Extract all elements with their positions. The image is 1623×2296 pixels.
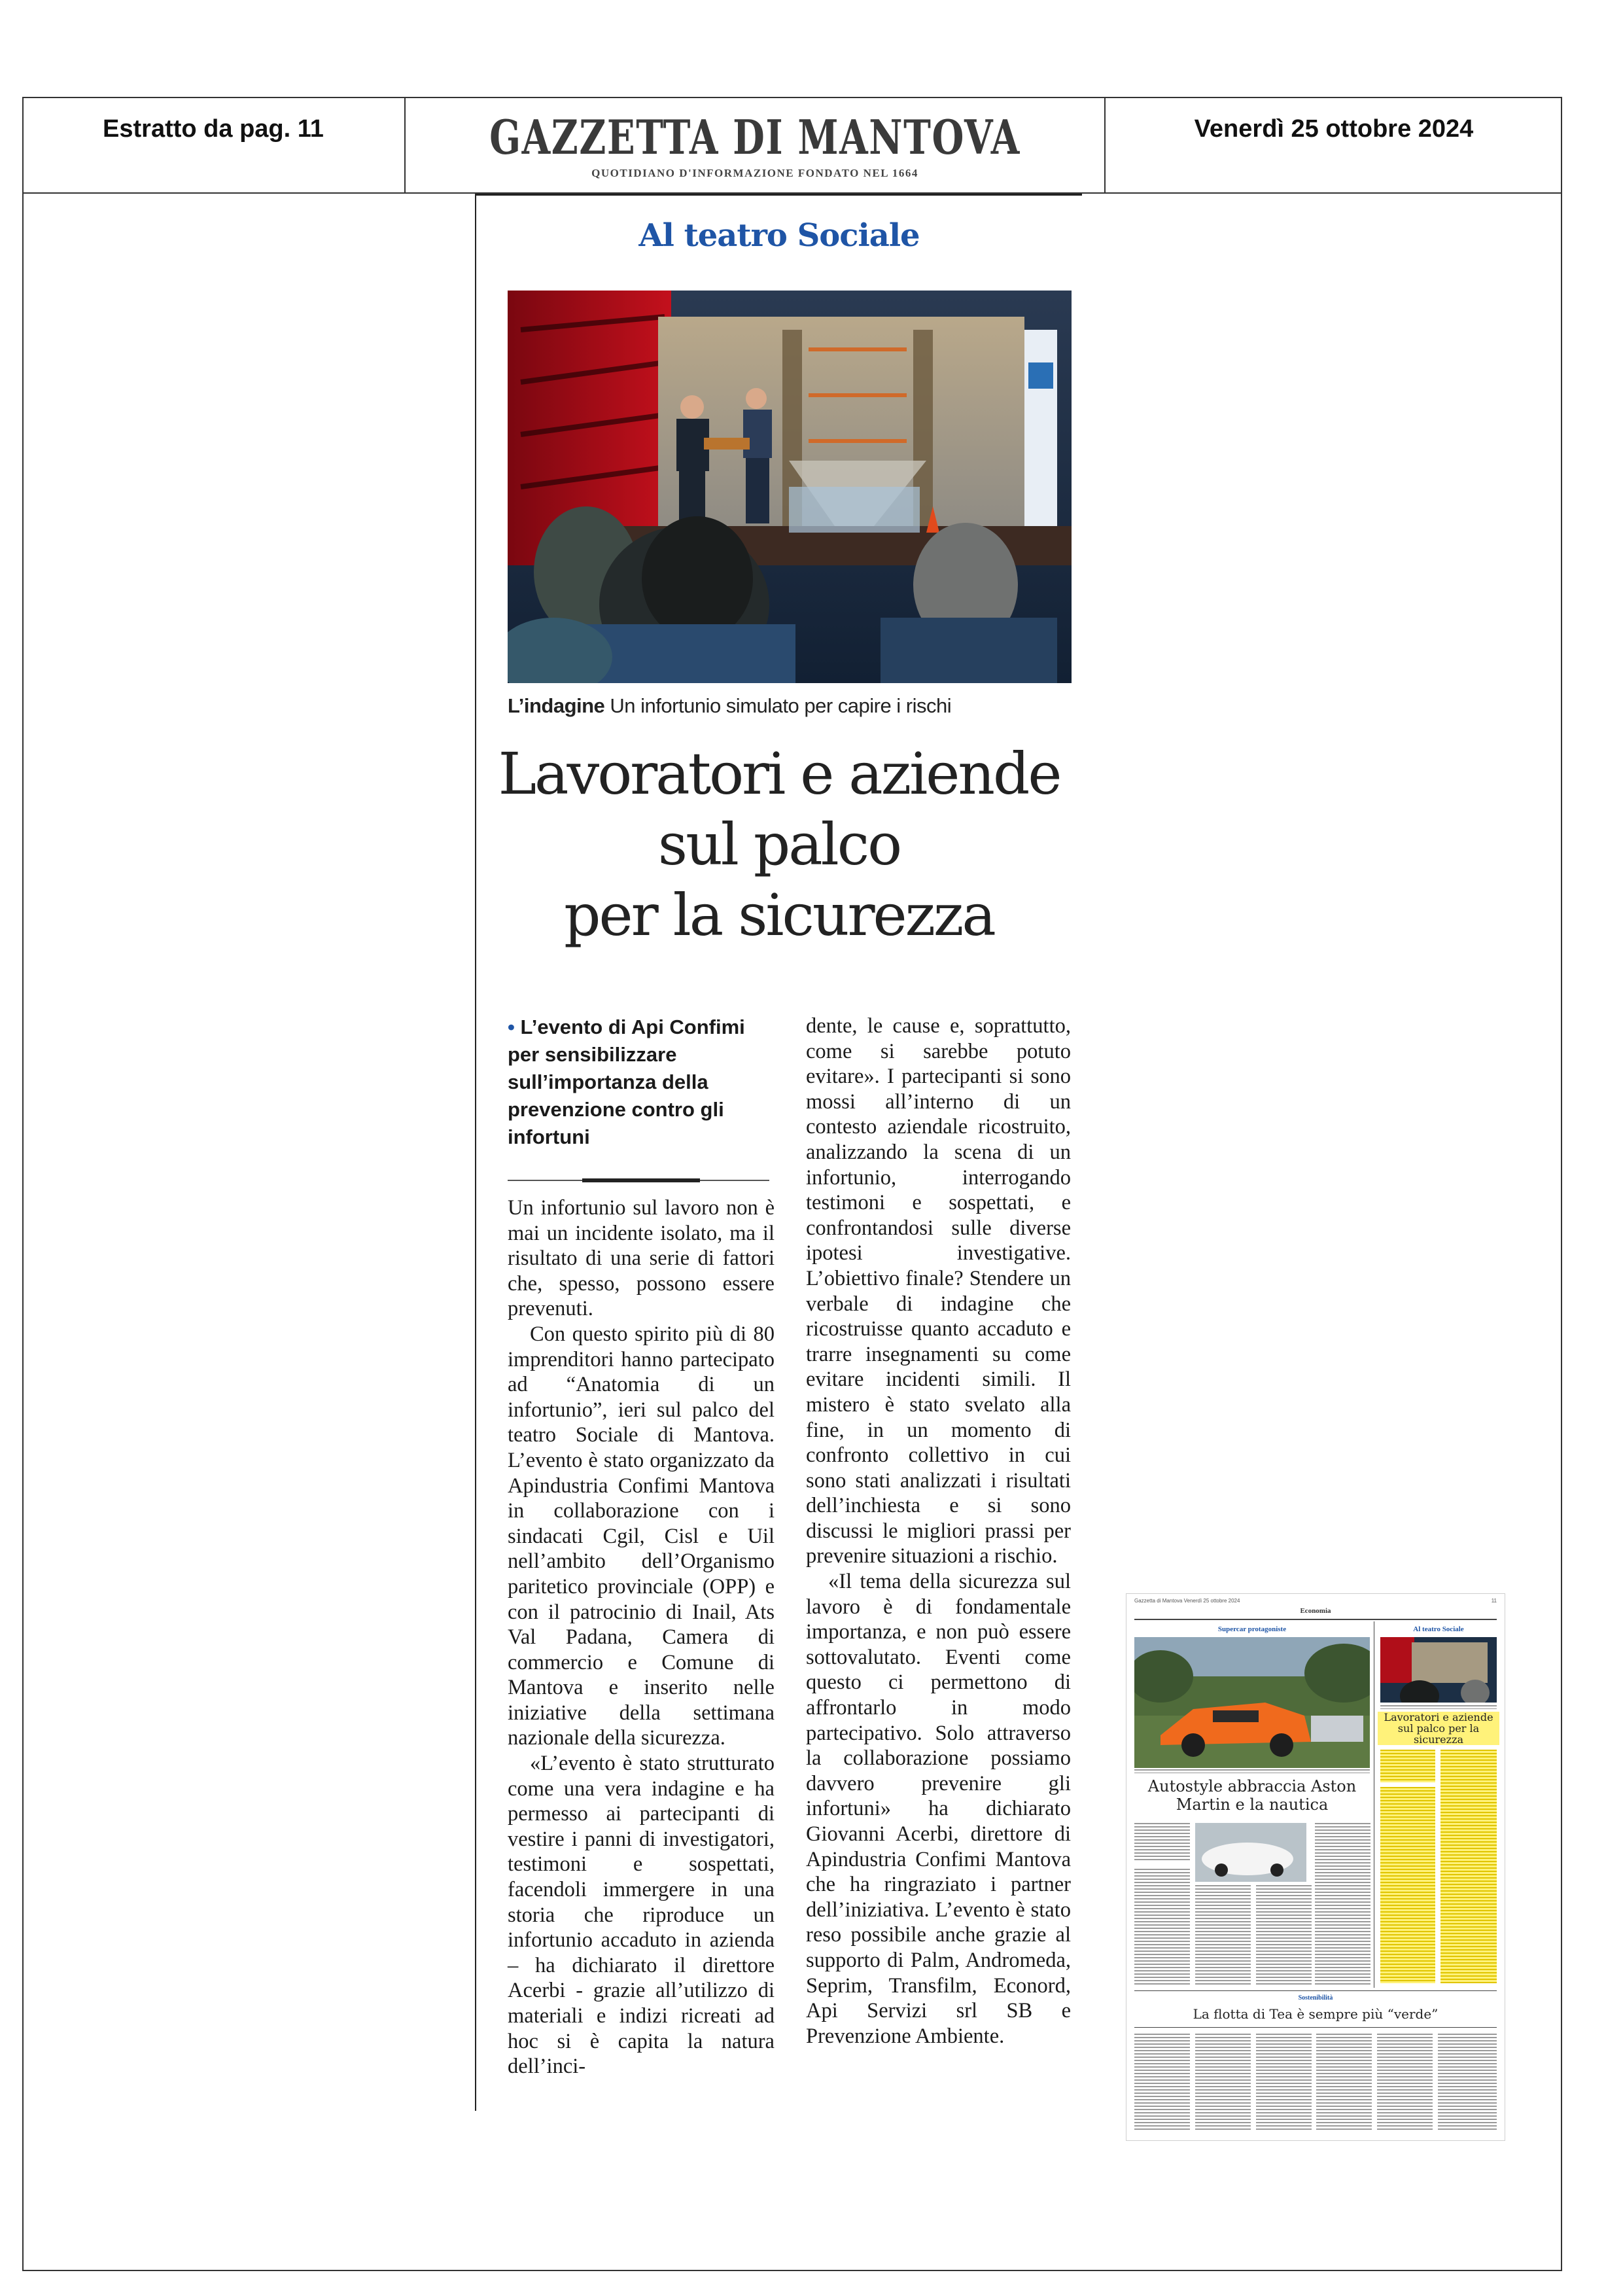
thumb-kicker-right: Al teatro Sociale bbox=[1413, 1625, 1464, 1633]
thumb-text-col bbox=[1316, 2034, 1372, 2132]
thumb-kicker-left: Supercar protagoniste bbox=[1217, 1625, 1287, 1633]
thumb-headline-bottom: La flotta di Tea è sempre più “verde” bbox=[1193, 2006, 1439, 2022]
summary-bullet: • bbox=[508, 1016, 515, 1038]
masthead-title: GAZZETTA DI MANTOVA bbox=[489, 109, 1021, 165]
caption-text: Un infortunio simulato per capire i rischi bbox=[610, 694, 952, 717]
thumb-text-col bbox=[1377, 2034, 1433, 2132]
paragraph: «L’evento è stato strutturato come una vera indagine e ha permesso ai partecipanti di vestire i panni di investigatori, testimoni e sospettati, facendoli immergere in una storia che riproduce un infortunio accaduto in azienda – ha dichiarato il direttore Acerbi - grazie all’utilizzo di materiali e indizi ricreati ad hoc si è capita la natura dell’inci- bbox=[508, 1752, 775, 2079]
thumb-text-highlight bbox=[1440, 1750, 1497, 1983]
stage-photo bbox=[508, 291, 1072, 683]
clipping-header bbox=[22, 97, 1562, 194]
summary-text: L’evento di Api Confimi per sensibilizzare sull’importanza della prevenzione contro gli infortuni bbox=[508, 1016, 745, 1148]
thumb-text-highlight bbox=[1380, 1787, 1435, 1983]
thumb-rule bbox=[1134, 1990, 1497, 1991]
date-cell bbox=[1106, 97, 1562, 192]
caption-lead: L’indagine bbox=[508, 694, 605, 717]
paragraph: dente, le cause e, soprattutto, come si sarebbe potuto evitare». I partecipanti si sono mossi all’interno di un contesto aziendale ricostruito, analizzando la scena di un infortunio, interrogando testimoni e sospettati, e confrontandosi sulle diverse ipotesi investigative. L’obiettivo finale? Stendere un verbale di indagine che ricostruisse quanto accaduto e trarre insegnamenti su come evitare incidenti simili. Il mistero è stato svelato alla fine, in un momento di confronto collettivo in cui sono stati analizzati i risultati dell’inchiesta e si sono discussi le migliori prassi per prevenire situazioni a rischio. bbox=[806, 1014, 1071, 1568]
issue-date: Venerdì 25 ottobre 2024 bbox=[1194, 115, 1474, 143]
thumb-text-col bbox=[1256, 2034, 1312, 2132]
thumb-rule bbox=[1134, 1619, 1497, 1620]
thumb-text-col bbox=[1438, 2034, 1497, 2132]
article-kicker: Al teatro Sociale bbox=[638, 217, 920, 254]
thumb-text-col bbox=[1134, 2034, 1190, 2132]
headline-line-3: per la sicurezza bbox=[564, 881, 994, 949]
thumb-summary-highlight bbox=[1380, 1750, 1435, 1782]
thumb-top-line bbox=[1134, 1598, 1497, 1604]
paragraph: Con questo spirito più di 80 imprenditori hanno partecipato ad “Anatomia di un infortunio”, ieri sul palco del teatro Sociale di Mantova. L’evento è stato organizzato da Apindustria Confimi Mantova in collaborazione con i sindacati Cgil, Cisl e Uil nell’ambito dell’Organismo paritetico provinciale (OPP) e con il patrocinio di Inail, Ats Val Padana, Camera di commercio e Comune di Mantova e inserito nelle iniziative della settimana nazionale della sicurezza. bbox=[508, 1322, 775, 1750]
extract-cell bbox=[22, 97, 406, 192]
thumb-caption bbox=[1380, 1705, 1497, 1709]
paragraph: «Il tema della sicurezza sul lavoro è di fondamentale importanza, e non può essere sottovalutato. Eventi come questo ci permettono di affrontarlo in modo partecipativo. Solo attraverso la collaborazione possiamo davvero prevenire gli infortuni» ha dichiarato Giovanni Acerbi, direttore di Apindustria Confimi Mantova che ha ringraziato i partner dell’iniziativa. L’evento è stato reso possibile anche grazie al supporto di Palm, Andromeda, Seprim, Transfilm, Econord, Api Servizi srl SB e Prevenzione Ambiente. bbox=[806, 1570, 1071, 2048]
thumb-kicker-bottom: Sostenibilità bbox=[1298, 1994, 1333, 2002]
masthead-cell bbox=[406, 97, 1106, 192]
headline-line-2: sul palco bbox=[657, 811, 901, 878]
thumb-page-number: 11 bbox=[1491, 1598, 1497, 1604]
article bbox=[475, 194, 1082, 2111]
body-column-2 bbox=[806, 1014, 1071, 2049]
thumb-text-col bbox=[1256, 1885, 1312, 1987]
photo-caption bbox=[508, 694, 1072, 718]
thumb-text-col bbox=[1195, 2034, 1251, 2132]
thumb-headline-left: Autostyle abbraccia Aston Martin e la nautica bbox=[1147, 1777, 1357, 1814]
thumb-text-col bbox=[1195, 1885, 1251, 1987]
headline bbox=[476, 739, 1082, 951]
headline-line-1: Lavoratori e aziende bbox=[498, 740, 1060, 807]
thumb-white-car-photo bbox=[1195, 1823, 1306, 1882]
masthead-subtitle: QUOTIDIANO D'INFORMAZIONE FONDATO NEL 1664 bbox=[591, 167, 918, 179]
paragraph: Un infortunio sul lavoro non è mai un incidente isolato, ma il risultato di una serie di fattori che, spesso, possono essere prevenuti. bbox=[508, 1196, 775, 1321]
page-thumbnail bbox=[1126, 1594, 1505, 2140]
summary-rule bbox=[582, 1178, 700, 1182]
thumb-section: Economia bbox=[1300, 1607, 1331, 1615]
thumb-text-col bbox=[1315, 1823, 1370, 1987]
thumb-photo-caption bbox=[1134, 1769, 1370, 1773]
thumb-rule bbox=[1134, 2027, 1497, 2028]
extract-label: Estratto da pag. 11 bbox=[103, 115, 324, 143]
thumb-text-col bbox=[1134, 1869, 1190, 1987]
thumb-stage-photo bbox=[1380, 1637, 1497, 1703]
summary bbox=[508, 1014, 769, 1151]
thumb-headline-right: Lavoratori e aziende sul palco per la sicurezza bbox=[1378, 1712, 1499, 1745]
thumb-issue: Gazzetta di Mantova Venerdì 25 ottobre 2024 bbox=[1134, 1598, 1240, 1604]
thumb-summary-text bbox=[1134, 1823, 1190, 1862]
thumb-car-photo bbox=[1134, 1637, 1370, 1768]
body-column-1 bbox=[508, 1195, 775, 2079]
